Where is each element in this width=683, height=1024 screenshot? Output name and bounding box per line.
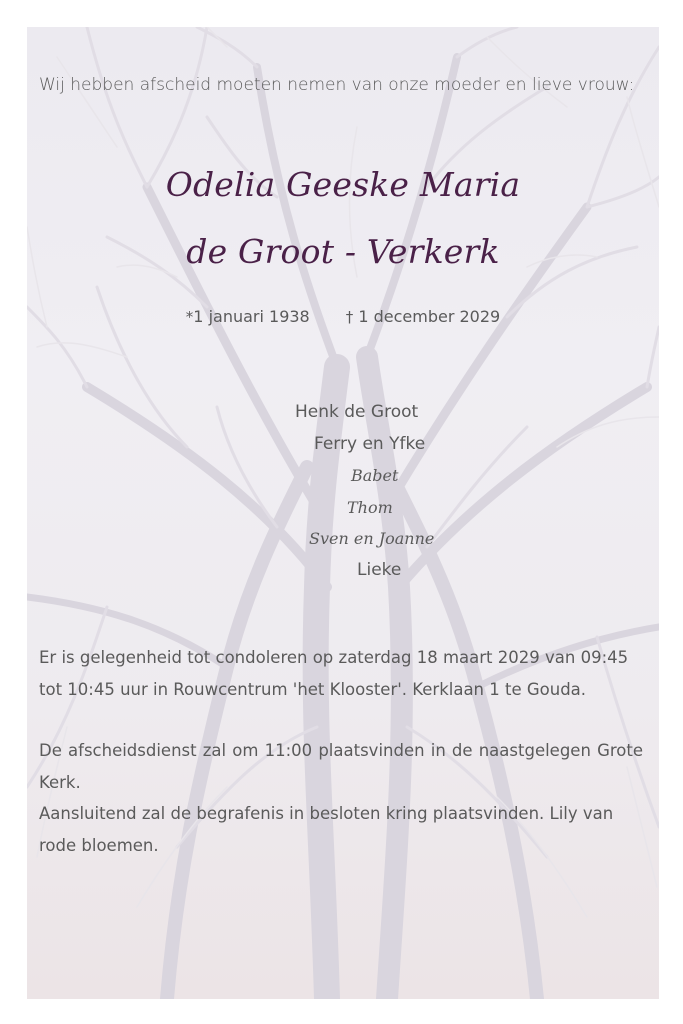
birth-date: 1 januari 1938 (193, 307, 310, 326)
family-member: Ferry en Yfke (314, 433, 426, 454)
life-dates (27, 307, 659, 326)
burial-text: Aansluitend zal de begrafenis in besloten kring plaatsvinden. Lily van rode bloemen. (39, 804, 614, 855)
family-list (27, 397, 659, 586)
family-member: Babet (351, 466, 399, 485)
deceased-name-line-2: de Groot - Verkerk (186, 232, 500, 271)
death-symbol: † (345, 308, 354, 326)
intro-text: Wij hebben afscheid moeten nemen van onze moeder en lieve vrouw: (39, 75, 635, 95)
condolence-text: Er is gelegenheid tot condoleren op zaterdag 18 maart 2029 van 09:45 tot 10:45 uur in Rouwcentrum 'het Klooster'. Kerklaan 1 te Gouda. (39, 648, 629, 699)
family-member: Thom (347, 497, 393, 517)
family-member: Lieke (357, 559, 402, 580)
deceased-name-line-1: Odelia Geeske Maria (165, 165, 521, 204)
family-member: Sven en Joanne (309, 529, 435, 548)
family-member: Henk de Groot (295, 402, 419, 422)
service-text: De afscheidsdienst zal om 11:00 plaatsvinden in de naastgelegen Grote Kerk. (39, 741, 643, 792)
birth-symbol: * (185, 308, 194, 326)
obituary-content (27, 27, 659, 999)
death-date: 1 december 2029 (358, 307, 501, 326)
obituary-card (27, 27, 659, 999)
